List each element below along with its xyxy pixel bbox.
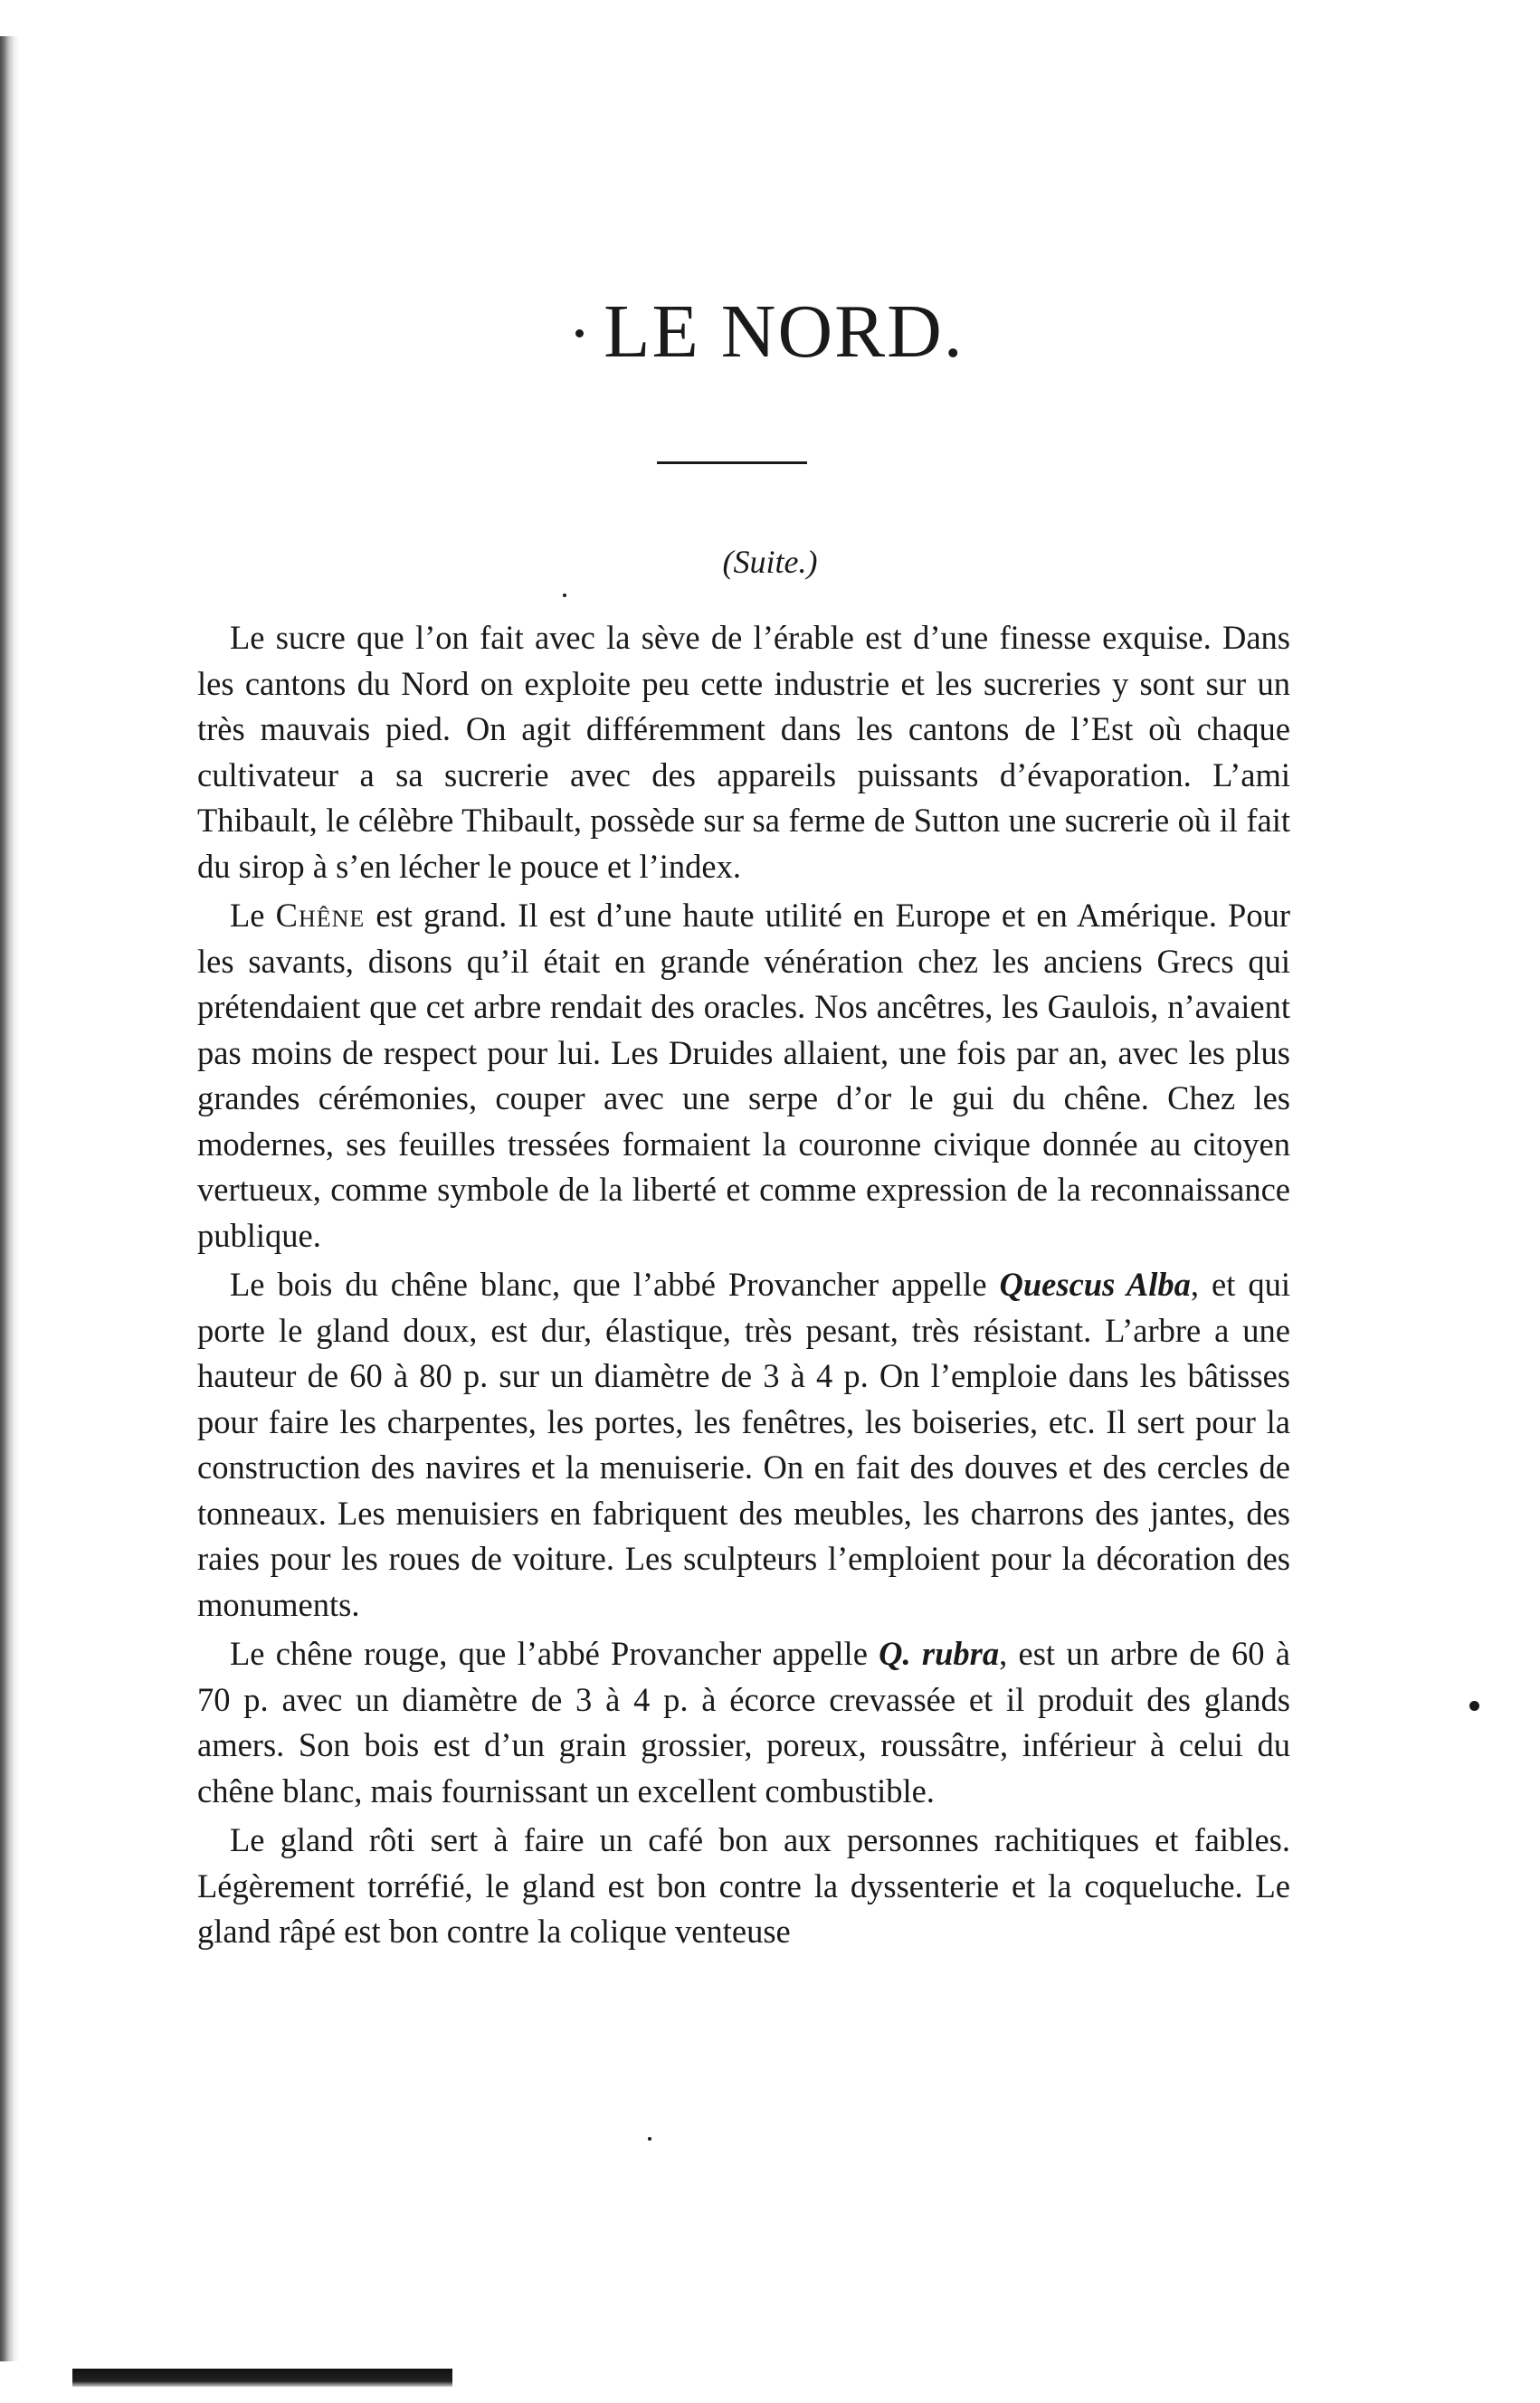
speck-mark [563,594,566,597]
latin-name-red-oak: Q. rubra [879,1635,1000,1672]
paragraph-red-oak: Le chêne rouge, que l’abbé Provancher appelle Q. rubra, est un arbre de 60 à 70 p. avec un diamètre de 3 à 4 p. à écorce crevassée et il produit des glands amers. Son bois est d’un grain grossier, poreux, roussâtre, inférieur à celui du chêne blanc, mais fournissant un excellent combustible. [197,1635,1290,1809]
body-text [197,615,1290,1955]
page-title [0,288,1540,375]
paragraph-maple-sugar: Le sucre que l’on fait avec la sève de l’érable est d’une finesse exquise. Dans les cantons du Nord on exploite peu cette industrie et les sucreries y sont sur un très mauvais pied. On agit différemment dans les cantons de l’Est où chaque cultivateur a sa sucrerie avec des appareils puissants d’évaporation. L’ami Thibault, le célèbre Thibault, possède sur sa ferme de Sutton une sucrerie où il fait du sirop à s’en lécher le pouce et l’index. [197,619,1290,885]
title-bullet-mark [575,329,584,337]
speck-mark [648,2137,651,2141]
page-title-text: LE NORD. [604,290,965,374]
title-rule [657,461,807,464]
page-binding-edge [0,36,20,2361]
paragraph-white-oak: Le bois du chêne blanc, que l’abbé Provancher appelle Quescus Alba, et qui porte le gland doux, est dur, élastique, très pesant, très résistant. L’arbre a une hauteur de 60 à 80 p. sur un diamètre de 3 à 4 p. On l’emploie dans les bâtisses pour faire les charpentes, les portes, les fenêtres, les boiseries, etc. Il sert pour la construction des navires et la menuiserie. On en fait des douves et des cercles de tonneaux. Les menuisiers en fabriquent des meubles, les charrons des jantes, des raies pour les roues de voiture. Les sculpteurs l’emploient pour la décoration des monuments. [197,1266,1290,1623]
paragraph-acorn-uses: Le gland rôti sert à faire un café bon aux personnes rachitiques et faibles. Légèrement torréfié, le gland est bon contre la dyssenterie et la coqueluche. Le gland râpé est bon contre la colique venteuse [197,1821,1290,1950]
latin-name-white-oak: Quescus Alba [999,1266,1191,1303]
paragraph-oak: Le Chêne est grand. Il est d’une haute utilité en Europe et en Amérique. Pour les savants, disons qu’il était en grande vénération chez les anciens Grecs qui prétendaient que cet arbre rendait des oracles. Nos ancêtres, les Gaulois, n’avaient pas moins de respect pour lui. Les Druides allaient, une fois par an, avec les plus grandes cérémonies, couper avec une serpe d’or le gui du chêne. Chez les modernes, ses feuilles tressées formaient la couronne civique donnée au citoyen vertueux, comme symbole de la liberté et comme expression de la reconnaissance publique. [197,897,1291,1254]
page-bottom-shadow [72,2369,452,2387]
margin-dot-mark [1469,1701,1479,1711]
page-subtitle: (Suite.) [722,544,818,580]
oak-term: Chêne [275,897,366,934]
